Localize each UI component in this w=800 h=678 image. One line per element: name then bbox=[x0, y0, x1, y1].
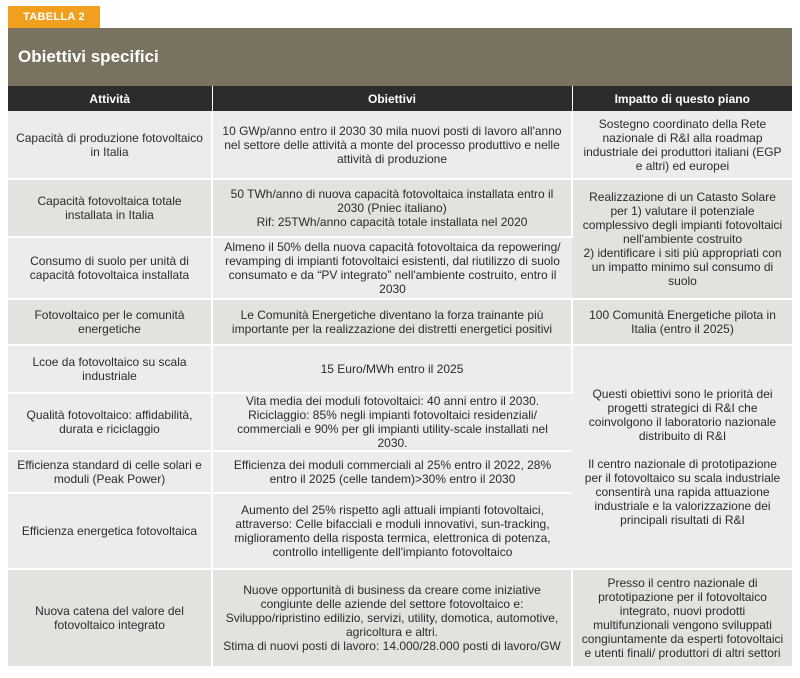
impact-paragraph: 100 Comunità Energetiche pilota in Italia (entro il 2025) bbox=[589, 308, 776, 336]
objectives-cell bbox=[212, 111, 572, 179]
impact-paragraph: Realizzazione di un Catasto Solare per 1) valutare il potenziale complessivo degli impianti fotovoltaici nell'ambiente costruito bbox=[582, 190, 783, 246]
impact-paragraph: Questi obiettivi sono le priorità dei progetti strategici di R&I che coinvolgono il laboratorio nazionale distribuito di R&I bbox=[588, 387, 777, 443]
impact-paragraph: Il centro nazionale di prototipazione per il fotovoltaico su scala industriale consentirà una rapida attuazione industriale e la valorizzazione dei principali risultati di R&I bbox=[584, 457, 781, 527]
table-row bbox=[8, 299, 792, 345]
objective-line: Vita media dei moduli fotovoltaici: 40 anni entro il 2030. bbox=[245, 394, 540, 408]
activity-cell: Capacità di produzione fotovoltaico in Italia bbox=[8, 111, 212, 179]
impact-paragraph: Presso il centro nazionale di prototipazione per il fotovoltaico integrato, nuovi prodotti multifunzionali vengono sviluppati congiuntamente da esperti fotovoltaici e utenti finali/ produttori di altri settori bbox=[581, 576, 784, 660]
impact-cell bbox=[572, 111, 792, 179]
header-objectives: Obiettivi bbox=[212, 86, 572, 111]
activity-cell: Efficienza standard di celle solari e moduli (Peak Power) bbox=[8, 451, 212, 493]
activity-cell: Fotovoltaico per le comunità energetiche bbox=[8, 299, 212, 345]
impact-cell bbox=[572, 345, 792, 569]
objective-line: Riciclaggio: 85% negli impianti fotovoltaici residenziali/ commerciali e 90% per gli impianti utility-scale installati nel 2030. bbox=[237, 408, 548, 450]
activity-cell: Capacità fotovoltaica totale installata in Italia bbox=[8, 179, 212, 237]
objectives-cell bbox=[212, 345, 572, 393]
objectives-cell bbox=[212, 237, 572, 299]
objective-line: Rif: 25TWh/anno capacità totale installata nel 2020 bbox=[256, 215, 528, 229]
objective-line: Le Comunità Energetiche diventano la forza trainante più importante per la realizzazione dei distretti energetici positivi bbox=[231, 308, 553, 336]
table-title: Obiettivi specifici bbox=[8, 28, 792, 86]
objective-line: Sviluppo/ripristino edilizio, servizi, utility, domotica, automotive, agricoltura e altri. bbox=[225, 611, 559, 639]
table-header-row bbox=[8, 86, 792, 111]
objective-line: Nuove opportunità di business da creare come iniziative congiunte delle aziende del settore fotovoltaico e: bbox=[243, 583, 541, 611]
objectives-cell bbox=[212, 451, 572, 493]
activity-cell: Nuova catena del valore del fotovoltaico integrato bbox=[8, 569, 212, 667]
table-row bbox=[8, 111, 792, 179]
impact-paragraph: 2) identificare i siti più appropriati con un impatto minimo sul consumo di suolo bbox=[583, 246, 782, 288]
activity-cell: Efficienza energetica fotovoltaica bbox=[8, 493, 212, 569]
objective-line: 50 TWh/anno di nuova capacità fotovoltaica installata entro il 2030 (Pniec italiano) bbox=[230, 187, 554, 215]
objective-line: Stima di nuovi posti di lavoro: 14.000/28.000 posti di lavoro/GW bbox=[223, 639, 561, 653]
objective-line: 10 GWp/anno entro il 2030 30 mila nuovi posti di lavoro all'anno nel settore delle attività a monte del processo produttivo e nelle attività di produzione bbox=[222, 123, 562, 166]
objective-line: 15 Euro/MWh entro il 2025 bbox=[320, 362, 464, 376]
activity-cell: Qualità fotovoltaico: affidabilità, durata e riciclaggio bbox=[8, 393, 212, 451]
activity-cell: Lcoe da fotovoltaico su scala industriale bbox=[8, 345, 212, 393]
table-row bbox=[8, 345, 792, 393]
impact-cell bbox=[572, 299, 792, 345]
objectives-table bbox=[8, 86, 792, 668]
objectives-cell bbox=[212, 493, 572, 569]
header-impact: Impatto di questo piano bbox=[572, 86, 792, 111]
objective-line: Almeno il 50% della nuova capacità fotovoltaica da repowering/ revamping di impianti fotovoltaici esistenti, dal riutilizzo di suolo consumato e da “PV integrato” nell'ambiente costruito, entro il 2030 bbox=[224, 240, 561, 296]
impact-cell bbox=[572, 569, 792, 667]
impact-cell bbox=[572, 179, 792, 299]
objectives-cell bbox=[212, 393, 572, 451]
objectives-cell bbox=[212, 299, 572, 345]
objectives-cell bbox=[212, 179, 572, 237]
header-activity: Attività bbox=[8, 86, 212, 111]
table-tag: TABELLA 2 bbox=[8, 6, 100, 28]
table-row bbox=[8, 569, 792, 667]
objective-line: Efficienza dei moduli commerciali al 25% entro il 2022, 28% entro il 2025 (celle tandem)>30% entro il 2030 bbox=[233, 458, 552, 486]
objectives-cell bbox=[212, 569, 572, 667]
activity-cell: Consumo di suolo per unità di capacità fotovoltaica installata bbox=[8, 237, 212, 299]
objective-line: Aumento del 25% rispetto agli attuali impianti fotovoltaici, attraverso: Celle bifacciali e moduli innovativi, sun-tracking, miglioramento della risposta termica, elettronica di potenza, controllo intelligente dell'impianto fotovoltaico bbox=[234, 503, 551, 559]
table-row bbox=[8, 179, 792, 237]
impact-paragraph: Sostegno coordinato della Rete nazionale di R&I alla roadmap industriale dei produttori italiani (EGP e altri) ed europei bbox=[583, 116, 782, 173]
